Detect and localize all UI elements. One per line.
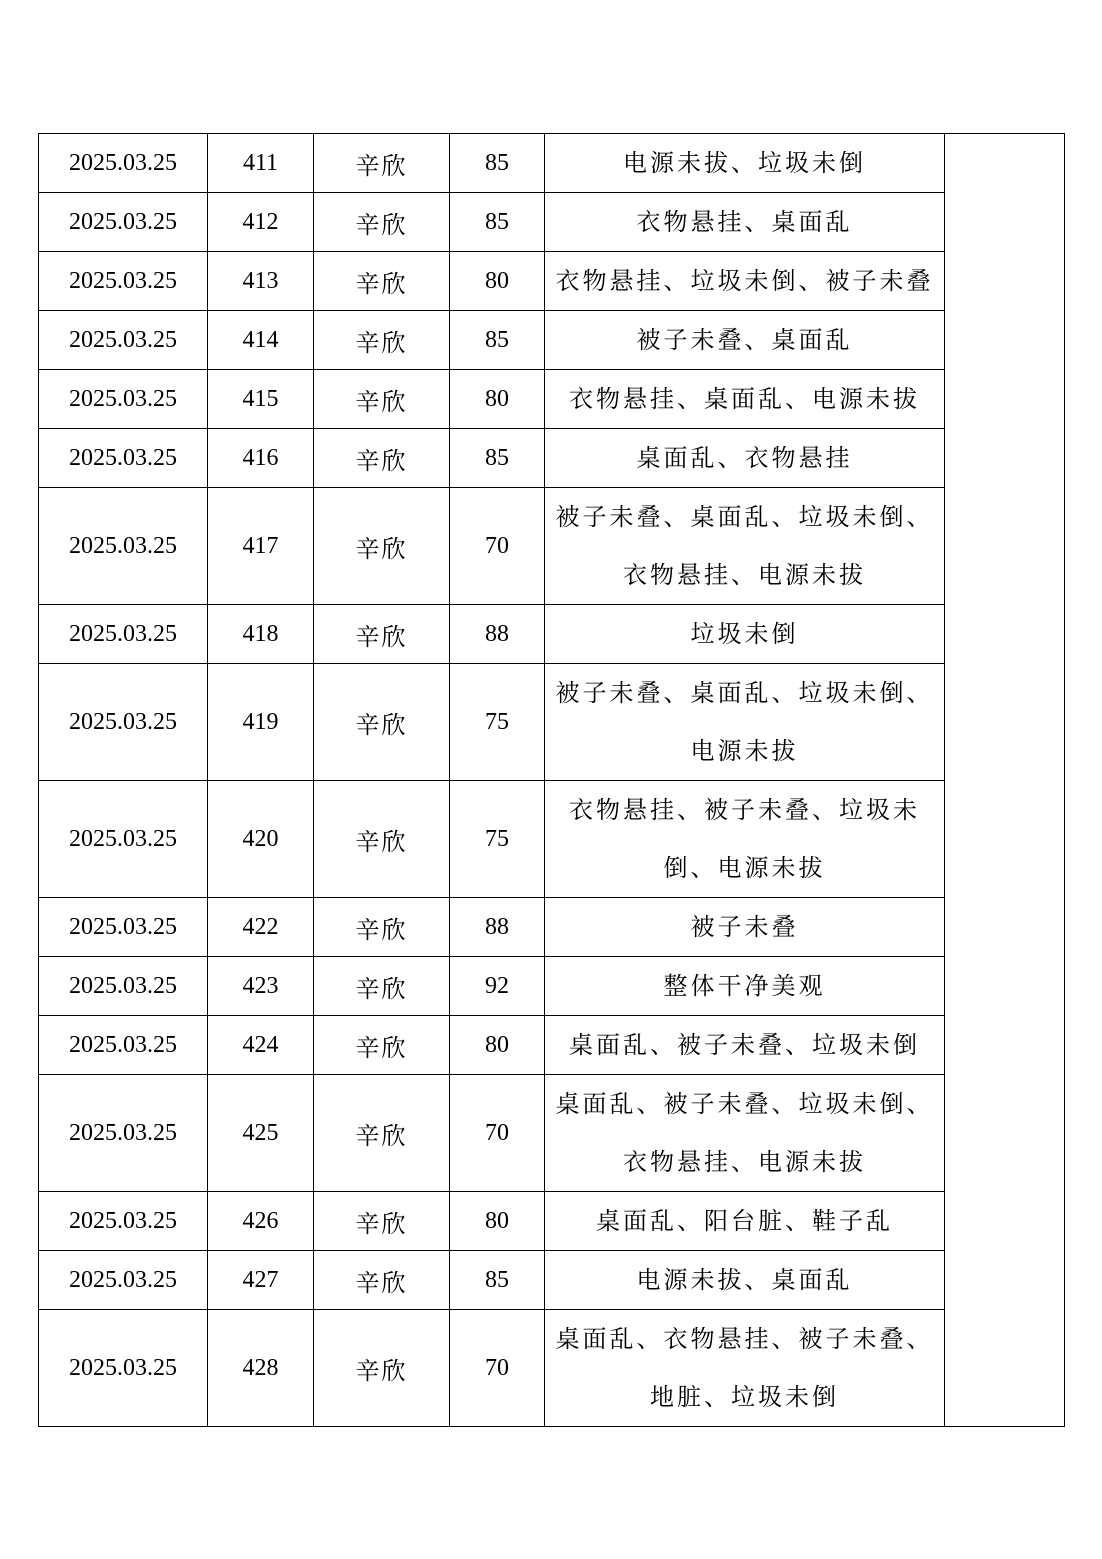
score-cell: 85 <box>450 311 545 370</box>
issues-cell: 衣物悬挂、桌面乱、电源未拔 <box>545 370 945 429</box>
table-row <box>39 1075 1065 1192</box>
date-cell: 2025.03.25 <box>39 370 208 429</box>
inspector-cell: 辛欣 <box>314 1016 450 1075</box>
score-cell: 92 <box>450 957 545 1016</box>
score-cell: 80 <box>450 1192 545 1251</box>
date-cell: 2025.03.25 <box>39 1310 208 1427</box>
inspector-cell: 辛欣 <box>314 488 450 605</box>
room-cell: 416 <box>208 429 314 488</box>
date-cell: 2025.03.25 <box>39 898 208 957</box>
inspection-table <box>38 133 1065 1427</box>
inspector-cell: 辛欣 <box>314 605 450 664</box>
issues-cell: 被子未叠 <box>545 898 945 957</box>
room-cell: 426 <box>208 1192 314 1251</box>
room-cell: 414 <box>208 311 314 370</box>
issues-cell: 电源未拔、垃圾未倒 <box>545 134 945 193</box>
date-cell: 2025.03.25 <box>39 193 208 252</box>
room-cell: 428 <box>208 1310 314 1427</box>
inspector-cell: 辛欣 <box>314 1075 450 1192</box>
room-cell: 415 <box>208 370 314 429</box>
date-cell: 2025.03.25 <box>39 957 208 1016</box>
date-cell: 2025.03.25 <box>39 1251 208 1310</box>
inspector-cell: 辛欣 <box>314 429 450 488</box>
score-cell: 80 <box>450 1016 545 1075</box>
room-cell: 419 <box>208 664 314 781</box>
issues-cell: 衣物悬挂、垃圾未倒、被子未叠 <box>545 252 945 311</box>
score-cell: 70 <box>450 488 545 605</box>
issues-cell: 桌面乱、衣物悬挂、被子未叠、地脏、垃圾未倒 <box>545 1310 945 1427</box>
inspector-cell: 辛欣 <box>314 1310 450 1427</box>
room-cell: 420 <box>208 781 314 898</box>
issues-cell: 整体干净美观 <box>545 957 945 1016</box>
inspector-cell: 辛欣 <box>314 1251 450 1310</box>
room-cell: 423 <box>208 957 314 1016</box>
issues-cell: 垃圾未倒 <box>545 605 945 664</box>
inspector-cell: 辛欣 <box>314 193 450 252</box>
room-cell: 413 <box>208 252 314 311</box>
date-cell: 2025.03.25 <box>39 1075 208 1192</box>
table-row <box>39 957 1065 1016</box>
inspector-cell: 辛欣 <box>314 664 450 781</box>
room-cell: 422 <box>208 898 314 957</box>
inspector-cell: 辛欣 <box>314 252 450 311</box>
date-cell: 2025.03.25 <box>39 781 208 898</box>
inspector-cell: 辛欣 <box>314 370 450 429</box>
room-cell: 427 <box>208 1251 314 1310</box>
score-cell: 80 <box>450 252 545 311</box>
room-cell: 411 <box>208 134 314 193</box>
date-cell: 2025.03.25 <box>39 664 208 781</box>
issues-cell: 电源未拔、桌面乱 <box>545 1251 945 1310</box>
room-cell: 412 <box>208 193 314 252</box>
table-row <box>39 134 1065 193</box>
score-cell: 85 <box>450 1251 545 1310</box>
room-cell: 424 <box>208 1016 314 1075</box>
issues-cell: 被子未叠、桌面乱 <box>545 311 945 370</box>
score-cell: 75 <box>450 664 545 781</box>
score-cell: 80 <box>450 370 545 429</box>
room-cell: 417 <box>208 488 314 605</box>
date-cell: 2025.03.25 <box>39 252 208 311</box>
table-row <box>39 1016 1065 1075</box>
table-row <box>39 488 1065 605</box>
inspector-cell: 辛欣 <box>314 898 450 957</box>
table-row <box>39 370 1065 429</box>
table-row <box>39 1310 1065 1427</box>
score-cell: 85 <box>450 429 545 488</box>
table-row <box>39 252 1065 311</box>
table-row <box>39 781 1065 898</box>
date-cell: 2025.03.25 <box>39 1016 208 1075</box>
inspector-cell: 辛欣 <box>314 781 450 898</box>
issues-cell: 桌面乱、被子未叠、垃圾未倒、衣物悬挂、电源未拔 <box>545 1075 945 1192</box>
table-row <box>39 193 1065 252</box>
issues-cell: 桌面乱、衣物悬挂 <box>545 429 945 488</box>
issues-cell: 衣物悬挂、被子未叠、垃圾未倒、电源未拔 <box>545 781 945 898</box>
inspector-cell: 辛欣 <box>314 134 450 193</box>
date-cell: 2025.03.25 <box>39 429 208 488</box>
score-cell: 85 <box>450 134 545 193</box>
remark-cell <box>945 134 1065 1427</box>
table-row <box>39 429 1065 488</box>
issues-cell: 被子未叠、桌面乱、垃圾未倒、电源未拔 <box>545 664 945 781</box>
issues-cell: 衣物悬挂、桌面乱 <box>545 193 945 252</box>
table-row <box>39 898 1065 957</box>
inspector-cell: 辛欣 <box>314 311 450 370</box>
room-cell: 418 <box>208 605 314 664</box>
issues-cell: 桌面乱、阳台脏、鞋子乱 <box>545 1192 945 1251</box>
score-cell: 88 <box>450 605 545 664</box>
table-row <box>39 664 1065 781</box>
date-cell: 2025.03.25 <box>39 488 208 605</box>
inspector-cell: 辛欣 <box>314 957 450 1016</box>
inspector-cell: 辛欣 <box>314 1192 450 1251</box>
table-row <box>39 605 1065 664</box>
score-cell: 88 <box>450 898 545 957</box>
table-row <box>39 1192 1065 1251</box>
date-cell: 2025.03.25 <box>39 311 208 370</box>
score-cell: 85 <box>450 193 545 252</box>
score-cell: 70 <box>450 1075 545 1192</box>
table-row <box>39 1251 1065 1310</box>
score-cell: 75 <box>450 781 545 898</box>
date-cell: 2025.03.25 <box>39 134 208 193</box>
date-cell: 2025.03.25 <box>39 1192 208 1251</box>
room-cell: 425 <box>208 1075 314 1192</box>
date-cell: 2025.03.25 <box>39 605 208 664</box>
issues-cell: 桌面乱、被子未叠、垃圾未倒 <box>545 1016 945 1075</box>
issues-cell: 被子未叠、桌面乱、垃圾未倒、衣物悬挂、电源未拔 <box>545 488 945 605</box>
score-cell: 70 <box>450 1310 545 1427</box>
table-row <box>39 311 1065 370</box>
